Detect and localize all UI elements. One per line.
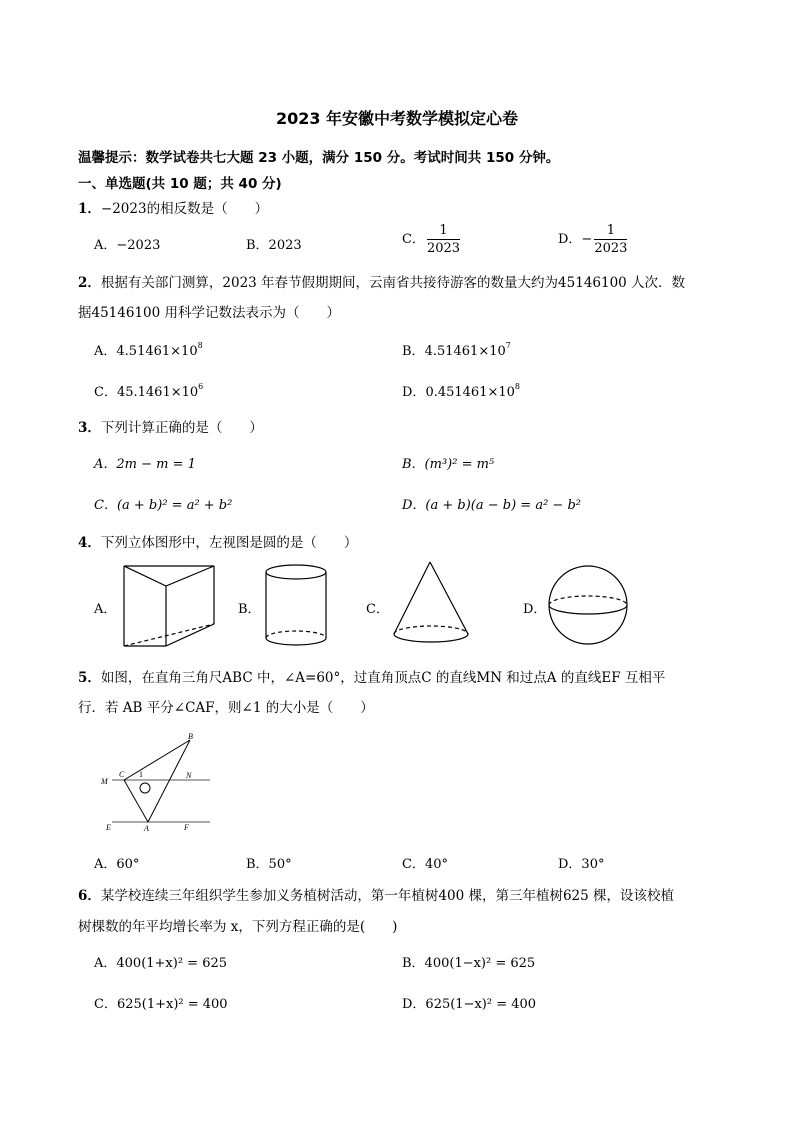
- question-3: [78, 416, 263, 436]
- question-number: 2．: [78, 275, 101, 291]
- question-6: [78, 884, 674, 904]
- denominator: 2023: [594, 241, 628, 256]
- option-base: 0.451461×10: [425, 385, 515, 400]
- triangular-prism-figure: [118, 562, 218, 648]
- label-f: F: [184, 823, 189, 832]
- question-stem: 如图，在直角三角尺ABC 中，∠A=60°，过直角顶点C 的直线MN 和过点A 的直线EF 互相平: [100, 670, 666, 686]
- numerator: 1: [427, 222, 460, 240]
- exponent: 6: [198, 382, 204, 391]
- label-c: C: [119, 770, 125, 779]
- q1-option-b[interactable]: B．2023: [246, 238, 302, 253]
- option-label: C．: [94, 385, 117, 400]
- cone-figure: [390, 560, 474, 646]
- question-2: [78, 271, 685, 291]
- q3-option-d[interactable]: D．(a + b)(a − b) = a² − b²: [402, 498, 581, 513]
- fraction: [594, 222, 627, 257]
- option-label: B．: [402, 344, 425, 359]
- option-base: 4.51461×10: [116, 344, 198, 359]
- label-n: N: [186, 771, 192, 780]
- q5-option-b[interactable]: B．50°: [246, 857, 292, 872]
- q1-option-a[interactable]: A．−2023: [94, 238, 161, 253]
- option-label: C．: [402, 232, 425, 247]
- q3-option-b[interactable]: B．(m³)² = m⁵: [402, 457, 495, 472]
- numerator: 1: [594, 222, 627, 240]
- q2-option-a[interactable]: [94, 340, 203, 359]
- q2-option-b[interactable]: [402, 340, 511, 359]
- q3-option-c[interactable]: C．(a + b)² = a² + b²: [94, 498, 233, 513]
- question-stem: 某学校连续三年组织学生参加义务植树活动，第一年植树400 棵，第三年植树625 棵，设该校植: [100, 888, 675, 904]
- q3-option-a[interactable]: A．2m − m = 1: [94, 457, 196, 472]
- q6-option-b[interactable]: B．400(1−x)² = 625: [402, 956, 536, 971]
- question-stem: 下列立体图形中，左视图是圆的是（ ）: [100, 535, 358, 551]
- denominator: 2023: [426, 241, 461, 256]
- q4-option-d[interactable]: D．: [523, 602, 547, 617]
- q2-option-d[interactable]: [402, 381, 520, 400]
- q6-option-c[interactable]: C．625(1+x)² = 400: [94, 997, 228, 1012]
- option-label: D．−: [558, 232, 593, 247]
- q2-option-c[interactable]: [94, 381, 203, 400]
- page-title: 2023 年安徽中考数学模拟定心卷: [275, 109, 519, 128]
- q1-option-d[interactable]: [558, 222, 627, 257]
- tip-text: 温馨提示：数学试卷共七大题 23 小题，满分 150 分。考试时间共 150 分钟。: [78, 150, 560, 166]
- label-m: M: [101, 777, 108, 786]
- q4-option-c[interactable]: C．: [366, 602, 389, 617]
- q4-option-a[interactable]: A．: [94, 602, 117, 617]
- triangle-parallel-lines-figure: [98, 730, 218, 836]
- question-stem: −2023的相反数是（ ）: [100, 201, 269, 217]
- sphere-figure: [546, 563, 630, 647]
- q1-option-c[interactable]: [402, 222, 460, 257]
- question-number: 1．: [78, 201, 101, 217]
- exponent: 8: [197, 341, 203, 350]
- question-5-line2: 行．若 AB 平分∠CAF，则∠1 的大小是（ ）: [78, 700, 374, 716]
- option-label: D．: [402, 385, 426, 400]
- option-base: 4.51461×10: [424, 344, 506, 359]
- question-4: [78, 531, 357, 551]
- question-number: 3．: [78, 420, 101, 436]
- question-5: [78, 666, 665, 686]
- question-number: 6．: [78, 888, 101, 904]
- label-b: B: [188, 732, 193, 741]
- option-label: A．: [94, 344, 117, 359]
- label-e: E: [106, 823, 111, 832]
- question-number: 5．: [78, 670, 101, 686]
- section-heading: 一、单选题(共 10 题；共 40 分): [78, 176, 282, 192]
- label-angle-1: 1: [139, 770, 143, 779]
- q4-option-b[interactable]: B．: [238, 602, 261, 617]
- question-stem: 根据有关部门测算，2023 年春节假期期间，云南省共接待游客的数量大约为45146100 人次．数: [100, 275, 686, 291]
- label-a: A: [144, 824, 149, 833]
- q6-option-d[interactable]: D．625(1−x)² = 400: [402, 997, 537, 1012]
- question-2-line2: 据45146100 用科学记数法表示为（ ）: [78, 305, 341, 321]
- fraction: [427, 222, 460, 257]
- question-number: 4．: [78, 535, 101, 551]
- exponent: 7: [505, 341, 511, 350]
- option-base: 45.1461×10: [116, 385, 199, 400]
- question-stem: 下列计算正确的是（ ）: [100, 420, 263, 436]
- exponent: 8: [514, 382, 520, 391]
- cylinder-figure: [262, 562, 332, 648]
- q6-option-a[interactable]: A．400(1+x)² = 625: [94, 956, 228, 971]
- question-1: [78, 197, 268, 217]
- q5-option-a[interactable]: A．60°: [94, 857, 140, 872]
- q5-option-d[interactable]: D．30°: [558, 857, 605, 872]
- q5-option-c[interactable]: C．40°: [402, 857, 448, 872]
- question-6-line2: 树棵数的年平均增长率为 x，下列方程正确的是( ): [78, 919, 398, 935]
